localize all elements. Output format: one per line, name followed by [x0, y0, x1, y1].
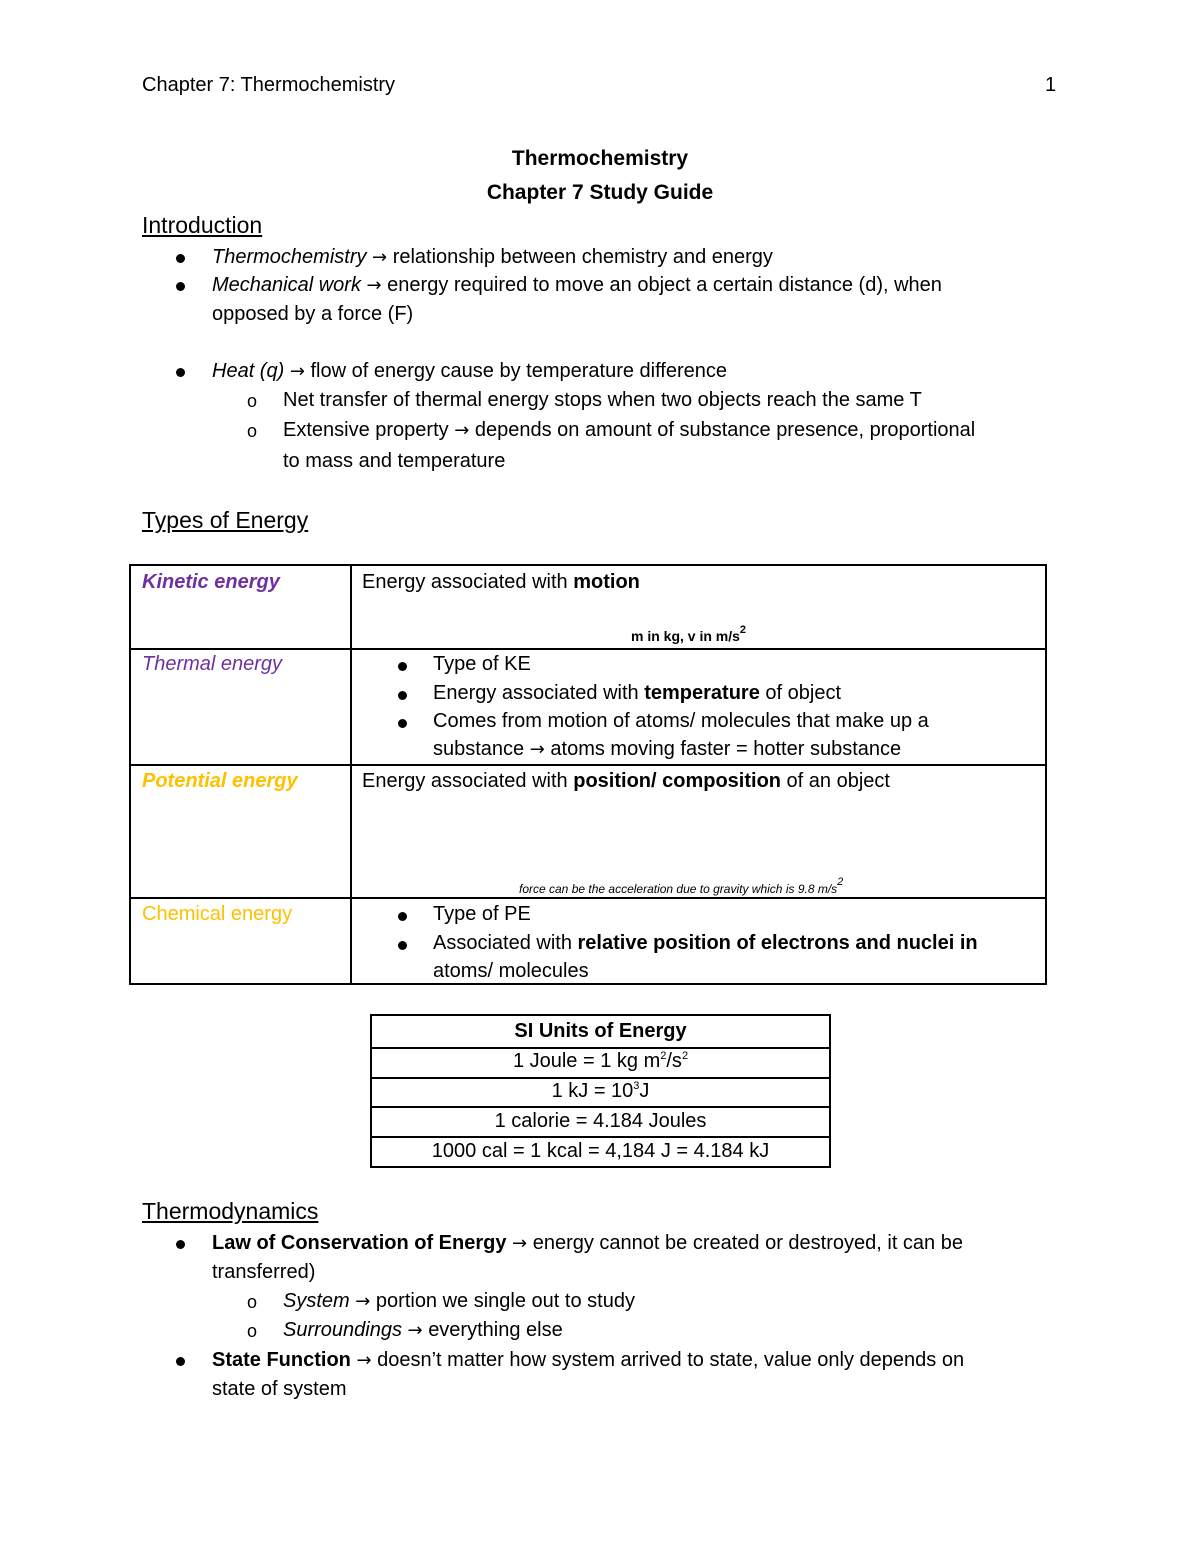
term-heat: Heat (q) — [212, 360, 285, 382]
term-state-function: State Function — [212, 1349, 351, 1371]
arrow-icon: → — [512, 1233, 528, 1254]
definition-text: portion we single out to study — [375, 1290, 635, 1312]
chemical-point-continued: atoms/ molecules — [433, 960, 589, 982]
units-superscript: 2 — [739, 624, 747, 636]
thermo-subpoint-system — [283, 1290, 635, 1313]
term-mechanical-work: Mechanical work — [212, 274, 361, 296]
document-subtitle: Chapter 7 Study Guide — [486, 181, 714, 204]
circle-bullet: o — [247, 1321, 258, 1341]
definition-text: doesn’t matter how system arrived to state, value only depends on — [377, 1349, 965, 1371]
term-surroundings: Surroundings — [283, 1319, 402, 1341]
row-text: /s — [666, 1050, 682, 1072]
intro-bullet-mechanical-work — [212, 274, 942, 297]
bullet-dot — [398, 719, 407, 728]
definition-text: everything else — [428, 1319, 563, 1341]
intro-bullet-heat — [212, 360, 727, 383]
thermal-point-motion-continued — [433, 738, 901, 761]
table-divider — [131, 764, 1045, 766]
point-text: substance — [433, 738, 530, 760]
definition-bold: motion — [573, 571, 640, 593]
row-text: J — [639, 1080, 650, 1102]
bullet-dot — [176, 368, 185, 377]
arrow-icon: → — [366, 275, 382, 296]
potential-gravity-note — [519, 876, 844, 896]
superscript: 2 — [660, 1050, 667, 1062]
arrow-icon: → — [355, 1291, 371, 1312]
thermo-bullet-conservation — [212, 1232, 963, 1255]
row-text: 1 kJ = 10 — [551, 1080, 634, 1102]
arrow-icon: → — [289, 361, 305, 382]
bullet-dot — [398, 662, 407, 671]
note-text: force can be the acceleration due to gravity which is 9.8 m/s — [519, 882, 838, 896]
circle-bullet: o — [247, 391, 258, 411]
thermo-subpoint-surroundings — [283, 1319, 563, 1342]
definition-text: relationship between chemistry and energy — [392, 246, 773, 268]
chemical-point-type: Type of PE — [433, 903, 531, 925]
arrow-icon: → — [372, 247, 388, 268]
definition-text: depends on amount of substance presence, proportional — [474, 419, 976, 441]
kinetic-units-note — [631, 624, 747, 644]
point-text: atoms moving faster = hotter substance — [544, 738, 902, 760]
bullet-dot — [398, 941, 407, 950]
document-title: Thermochemistry — [511, 147, 689, 170]
bullet-dot — [176, 1240, 185, 1249]
table-divider — [131, 648, 1045, 650]
table-divider — [372, 1106, 829, 1108]
heat-subpoint-net-transfer: Net transfer of thermal energy stops when two objects reach the same T — [283, 389, 922, 411]
section-heading-introduction: Introduction — [142, 212, 263, 238]
arrow-icon: → — [407, 1320, 423, 1341]
section-heading-thermodynamics: Thermodynamics — [142, 1198, 319, 1224]
table-divider — [372, 1047, 829, 1049]
potential-energy-label: Potential energy — [142, 770, 298, 792]
point-text: of object — [759, 682, 842, 704]
definition-continuation: transferred) — [212, 1261, 316, 1283]
bullet-dot — [176, 282, 185, 291]
point-bold: temperature — [644, 682, 760, 704]
point-text: Energy associated with — [433, 682, 645, 704]
definition-text: energy cannot be created or destroyed, it can be — [532, 1232, 963, 1254]
definition-continuation: to mass and temperature — [283, 450, 506, 472]
units-text: m in kg, v in m/s — [631, 628, 740, 644]
definition-text: Energy associated with — [362, 571, 574, 593]
thermo-bullet-state-function — [212, 1349, 964, 1372]
table-divider — [372, 1077, 829, 1079]
chemical-energy-label: Chemical energy — [142, 903, 293, 925]
arrow-icon: → — [529, 739, 545, 760]
section-heading-types-of-energy: Types of Energy — [142, 507, 309, 533]
types-of-energy-table — [129, 564, 1047, 985]
bullet-dot — [176, 1357, 185, 1366]
table-divider — [131, 897, 1045, 899]
definition-continuation: state of system — [212, 1378, 347, 1400]
term-extensive-property: Extensive property — [283, 419, 449, 441]
term-thermochemistry: Thermochemistry — [212, 246, 367, 268]
heat-subpoint-extensive — [283, 419, 975, 442]
si-units-header: SI Units of Energy — [514, 1020, 687, 1042]
thermal-point-motion: Comes from motion of atoms/ molecules that make up a — [433, 710, 929, 732]
bullet-dot — [398, 691, 407, 700]
superscript: 3 — [633, 1080, 640, 1092]
row-text: 1 Joule = 1 kg m — [512, 1050, 661, 1072]
running-header-title: Chapter 7: Thermochemistry — [142, 74, 396, 96]
potential-energy-definition — [362, 770, 890, 793]
definition-continuation: opposed by a force (F) — [212, 303, 414, 325]
thermal-point-temperature — [433, 682, 841, 705]
bullet-dot — [176, 254, 185, 263]
circle-bullet: o — [247, 421, 258, 441]
arrow-icon: → — [356, 1350, 372, 1371]
definition-bold: position/ composition — [573, 770, 781, 792]
definition-text: energy required to move an object a certain distance (d), when — [387, 274, 942, 296]
circle-bullet: o — [247, 1292, 258, 1312]
page-number: 1 — [1045, 74, 1057, 96]
table-divider — [350, 566, 352, 983]
thermal-energy-label: Thermal energy — [142, 653, 283, 675]
definition-text: of an object — [781, 770, 890, 792]
definition-text: flow of energy cause by temperature difference — [310, 360, 728, 382]
bullet-dot — [398, 912, 407, 921]
si-units-table — [370, 1014, 831, 1168]
note-superscript: 2 — [837, 876, 844, 888]
si-row-joule — [372, 1050, 829, 1073]
term-system: System — [283, 1290, 350, 1312]
table-divider — [372, 1136, 829, 1138]
thermal-point-type: Type of KE — [433, 653, 531, 675]
definition-text: Energy associated with — [362, 770, 574, 792]
intro-bullet-thermochemistry — [212, 246, 773, 269]
term-conservation-of-energy: Law of Conservation of Energy — [212, 1232, 507, 1254]
superscript: 2 — [681, 1050, 689, 1062]
si-row-kcal: 1000 cal = 1 kcal = 4,184 J = 4.184 kJ — [431, 1140, 770, 1162]
chemical-point-electrons — [433, 932, 978, 955]
si-row-kilojoule — [372, 1080, 829, 1103]
point-bold: relative position of electrons and nuclei in — [577, 932, 978, 954]
point-text: Associated with — [433, 932, 578, 954]
arrow-icon: → — [454, 420, 470, 441]
kinetic-energy-definition — [362, 571, 640, 594]
kinetic-energy-label: Kinetic energy — [142, 571, 280, 593]
si-row-calorie: 1 calorie = 4.184 Joules — [494, 1110, 707, 1132]
